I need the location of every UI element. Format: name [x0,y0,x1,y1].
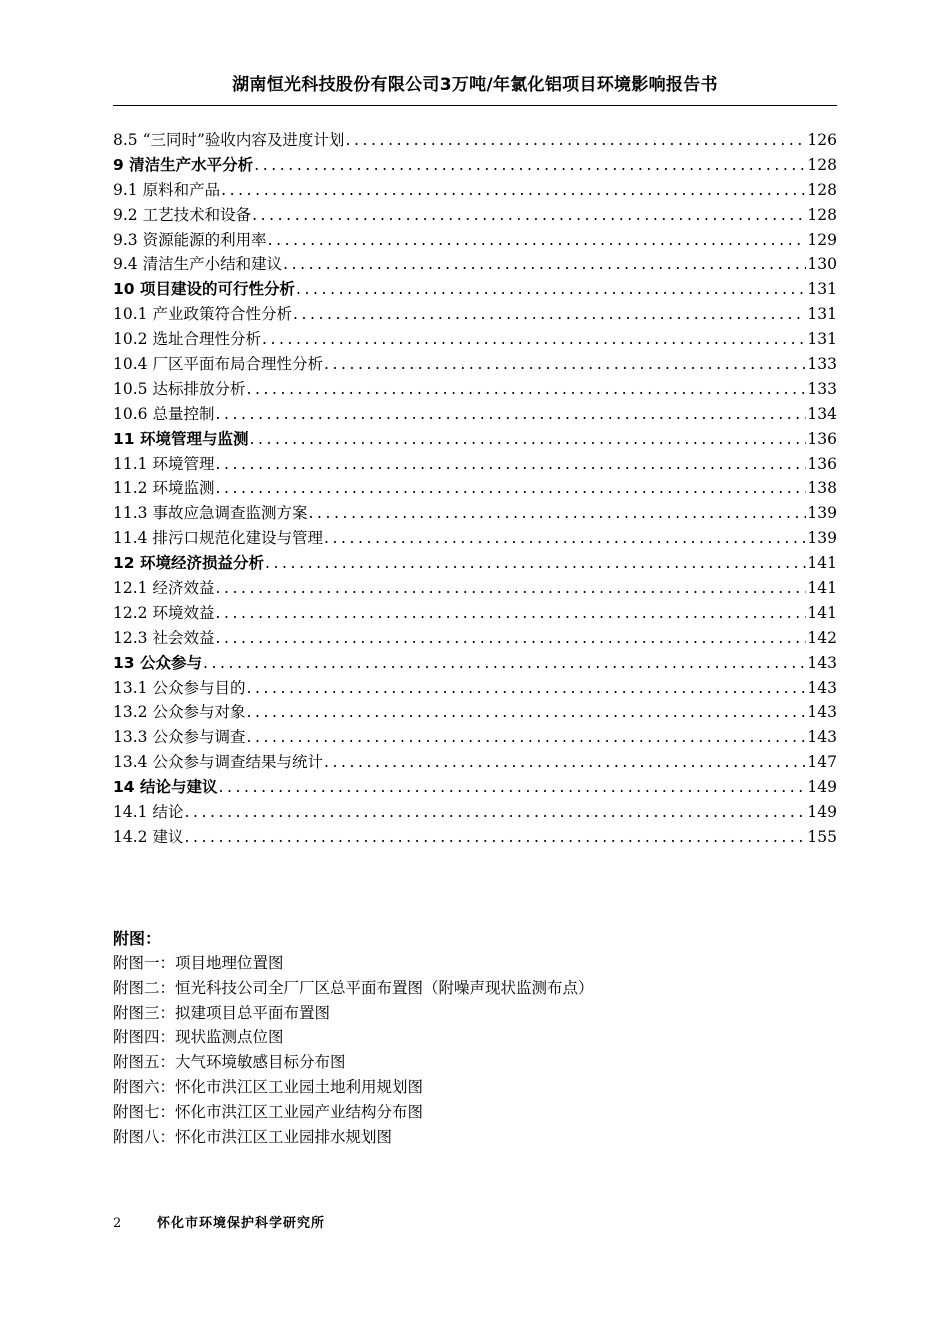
toc-section-entry[interactable] [113,576,837,601]
appendix-figure-item: 附图六：怀化市洪江区工业园土地利用规划图 [113,1077,424,1096]
toc-page-number: 130 [807,255,837,274]
appendix-figure-item: 附图八：怀化市洪江区工业园排水规划图 [113,1127,393,1146]
toc-dot-leader [265,554,806,572]
toc-entry-title: 9 清洁生产水平分析 [113,155,254,174]
appendix-figure-item: 附图一：项目地理位置图 [113,954,284,972]
appendix-figure-item: 附图四：现状监测点位图 [113,1028,284,1047]
toc-entry-title: 11.4 排污口规范化建设与管理 [113,529,323,548]
toc-dot-leader [283,255,806,273]
toc-entry-title: 10.2 选址合理性分析 [113,330,261,349]
toc-dot-leader [324,355,806,373]
toc-section-entry[interactable] [113,352,837,377]
toc-entry-title: 13.3 公众参与调查 [113,728,246,747]
toc-page-number: 129 [807,230,837,249]
toc-page-number: 139 [807,529,837,548]
toc-dot-leader [254,156,806,174]
appendix-heading: 附图： [113,929,162,948]
toc-dot-leader [293,305,806,323]
toc-dot-leader [246,728,806,746]
toc-entry-title: 10.6 总量控制 [113,404,215,423]
toc-dot-leader [249,430,806,448]
toc-section-entry[interactable] [113,676,837,701]
toc-section-entry[interactable] [113,203,837,228]
toc-dot-leader [215,479,806,497]
toc-dot-leader [215,455,806,473]
appendix-figure-item: 附图七：怀化市洪江区工业园产业结构分布图 [113,1102,424,1121]
toc-page-number: 142 [807,628,837,647]
toc-dot-leader [308,504,806,522]
toc-dot-leader [246,703,806,721]
toc-section-entry[interactable] [113,800,837,825]
toc-dot-leader [345,131,806,149]
toc-page-number: 128 [807,155,837,174]
document-header-title: 湖南恒光科技股份有限公司3万吨/年氯化铝项目环境影响报告书 [232,75,718,95]
toc-page-number: 141 [807,579,837,598]
toc-page-number: 134 [807,404,837,423]
toc-entry-title: 9.2 工艺技术和设备 [113,205,252,224]
toc-dot-leader [221,181,806,199]
toc-entry-title: 13.4 公众参与调查结果与统计 [113,753,323,772]
toc-dot-leader [296,280,806,298]
toc-chapter-entry[interactable] [113,775,837,800]
appendix-figure-list [113,951,837,1149]
table-of-contents [113,128,837,850]
toc-entry-title: 11 环境管理与监测 [113,429,249,448]
toc-dot-leader [215,405,806,423]
toc-page-number: 143 [807,728,837,747]
toc-page-number: 143 [807,653,837,672]
toc-page-number: 147 [807,753,837,772]
toc-entry-title: 11.1 环境管理 [113,454,215,473]
toc-entry-title: 12 环境经济损益分析 [113,554,264,573]
toc-chapter-entry[interactable] [113,277,837,302]
toc-section-entry[interactable] [113,128,837,153]
toc-dot-leader [268,231,807,249]
toc-section-entry[interactable] [113,252,837,277]
toc-entry-title: 12.1 经济效益 [113,579,215,598]
toc-section-entry[interactable] [113,825,837,850]
toc-dot-leader [215,604,806,622]
page-footer [113,1212,325,1231]
toc-dot-leader [215,579,806,597]
toc-section-entry[interactable] [113,601,837,626]
toc-page-number: 133 [807,379,837,398]
toc-page-number: 131 [807,305,837,324]
toc-page-number: 143 [807,703,837,722]
toc-chapter-entry[interactable] [113,551,837,576]
toc-dot-leader [324,753,806,771]
toc-page-number: 143 [807,678,837,697]
toc-section-entry[interactable] [113,501,837,526]
toc-section-entry[interactable] [113,452,837,477]
toc-page-number: 141 [807,554,837,573]
toc-entry-title: 9.1 原料和产品 [113,180,221,199]
appendix-figure-item: 附图三：拟建项目总平面布置图 [113,1003,331,1022]
toc-page-number: 131 [807,280,837,299]
toc-entry-title: 11.2 环境监测 [113,479,215,498]
toc-entry-title: 10.1 产业政策符合性分析 [113,305,292,324]
toc-entry-title: 10.4 厂区平面布局合理性分析 [113,355,323,374]
toc-entry-title: 13 公众参与 [113,653,202,672]
page-number: 2 [113,1216,122,1231]
toc-section-entry[interactable] [113,626,837,651]
toc-entry-title: 12.2 环境效益 [113,603,215,622]
toc-section-entry[interactable] [113,750,837,775]
toc-page-number: 136 [807,454,837,473]
toc-page-number: 128 [807,180,837,199]
toc-section-entry[interactable] [113,327,837,352]
toc-dot-leader [246,679,806,697]
toc-entry-title: 14.2 建议 [113,827,184,846]
toc-chapter-entry[interactable] [113,153,837,178]
toc-dot-leader [203,654,806,672]
toc-section-entry[interactable] [113,725,837,750]
toc-page-number: 131 [807,330,837,349]
toc-entry-title: 9.4 清洁生产小结和建议 [113,255,283,274]
toc-page-number: 149 [807,803,837,822]
toc-section-entry[interactable] [113,476,837,501]
toc-page-number: 139 [807,504,837,523]
toc-page-number: 155 [807,827,837,846]
toc-section-entry[interactable] [113,228,837,253]
toc-dot-leader [324,529,806,547]
toc-dot-leader [184,828,806,846]
toc-entry-title: 9.3 资源能源的利用率 [113,230,267,249]
toc-entry-title: 13.1 公众参与目的 [113,678,246,697]
toc-section-entry[interactable] [113,377,837,402]
toc-entry-title: 11.3 事故应急调查监测方案 [113,504,308,523]
appendix-figure-item: 附图二：恒光科技公司全厂厂区总平面布置图（附噪声现状监测布点） [113,978,594,997]
toc-page-number: 136 [807,429,837,448]
toc-entry-title: 14.1 结论 [113,803,184,822]
toc-chapter-entry[interactable] [113,427,837,452]
toc-entry-title: 14 结论与建议 [113,778,218,797]
toc-entry-title: 10.5 达标排放分析 [113,379,246,398]
toc-dot-leader [246,380,806,398]
toc-entry-title: 13.2 公众参与对象 [113,703,246,722]
header-divider [113,105,837,106]
toc-section-entry[interactable] [113,178,837,203]
toc-section-entry[interactable] [113,526,837,551]
toc-dot-leader [184,803,806,821]
appendix-figures-section [113,926,837,1149]
toc-entry-title: 12.3 社会效益 [113,628,215,647]
toc-dot-leader [215,629,806,647]
toc-dot-leader [252,206,806,224]
toc-entry-title: 10 项目建设的可行性分析 [113,280,295,299]
toc-chapter-entry[interactable] [113,651,837,676]
appendix-figure-item: 附图五：大气环境敏感目标分布图 [113,1053,346,1072]
toc-dot-leader [262,330,806,348]
toc-page-number: 133 [807,355,837,374]
toc-page-number: 141 [807,603,837,622]
toc-page-number: 138 [807,479,837,498]
toc-page-number: 128 [807,205,837,224]
toc-section-entry[interactable] [113,402,837,427]
toc-section-entry[interactable] [113,700,837,725]
toc-page-number: 126 [807,131,837,149]
toc-entry-title: 8.5 “三同时”验收内容及进度计划 [113,131,345,149]
toc-page-number: 149 [807,778,837,797]
footer-organization: 怀化市环境保护科学研究所 [157,1216,326,1231]
toc-section-entry[interactable] [113,302,837,327]
toc-dot-leader [218,778,806,796]
